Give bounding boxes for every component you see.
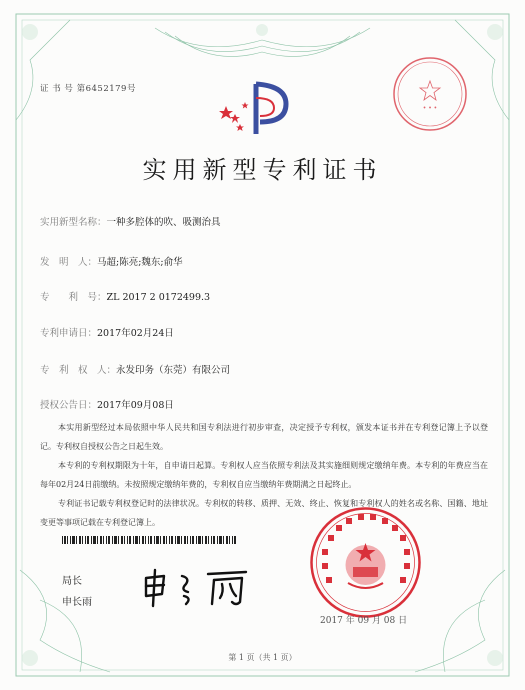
application-date: 2017年02月24日 bbox=[97, 328, 174, 339]
utility-model-name: 一种多腔体的吹、吸测治具 bbox=[106, 217, 221, 228]
grant-date: 2017年09月08日 bbox=[97, 400, 174, 411]
patent-number-field bbox=[40, 289, 210, 303]
certificate-title: 实用新型专利证书 bbox=[142, 156, 383, 184]
official-seal bbox=[308, 505, 423, 620]
director-title: 局长 bbox=[62, 576, 82, 587]
patentee: 永发印务（东莞）有限公司 bbox=[116, 365, 231, 376]
handwritten-signature bbox=[138, 566, 258, 608]
inventors-field bbox=[40, 254, 183, 268]
barcode bbox=[62, 536, 237, 544]
patent-number: ZL 2017 2 0172499.3 bbox=[106, 292, 211, 303]
field-label: 专 利 权 人： bbox=[40, 365, 117, 376]
field-label: 专 利 号： bbox=[40, 292, 107, 303]
svg-text:• • •: • • • bbox=[422, 105, 438, 112]
company-stamp bbox=[391, 55, 469, 133]
issue-date: 2017 年 09 月 08 日 bbox=[320, 616, 408, 626]
patentee-field bbox=[40, 362, 230, 376]
page-footer: 第 1 页（共 1 页） bbox=[228, 653, 297, 662]
field-label: 专利申请日： bbox=[40, 328, 98, 339]
field-label: 发 明 人： bbox=[40, 257, 98, 268]
body-paragraph: 专利证书记载专利权登记时的法律状况。专利权的转移、质押、无效、终止、恢复和专利权人的姓名或名称、国籍、地址变更等事项记载在专利登记簿上。 bbox=[40, 499, 488, 527]
grant-date-field bbox=[40, 397, 174, 411]
body-paragraph: 本实用新型经过本局依照中华人民共和国专利法进行初步审查，决定授予专利权，颁发本证书并在专利登记簿上予以登记。专利权自授权公告之日起生效。 bbox=[40, 423, 488, 451]
director-name: 申长雨 bbox=[62, 597, 92, 608]
field-label: 授权公告日： bbox=[40, 400, 98, 411]
body-paragraph: 本专利的专利权期限为十年，自申请日起算。专利权人应当依照专利法及其实施细则规定缴纳年费。本专利的年费应当在每年02月24日前缴纳。未按照规定缴纳年费的，专利权自应当缴纳年费期满之日起终止。 bbox=[40, 461, 488, 489]
certificate-number: 证 书 号 第6452179号 bbox=[40, 84, 136, 94]
utility-model-name-field bbox=[40, 214, 221, 228]
field-label: 实用新型名称： bbox=[40, 217, 107, 228]
inventors: 马超;陈亮;魏东;俞华 bbox=[97, 257, 183, 268]
application-date-field bbox=[40, 325, 174, 339]
patent-office-logo bbox=[216, 80, 296, 138]
